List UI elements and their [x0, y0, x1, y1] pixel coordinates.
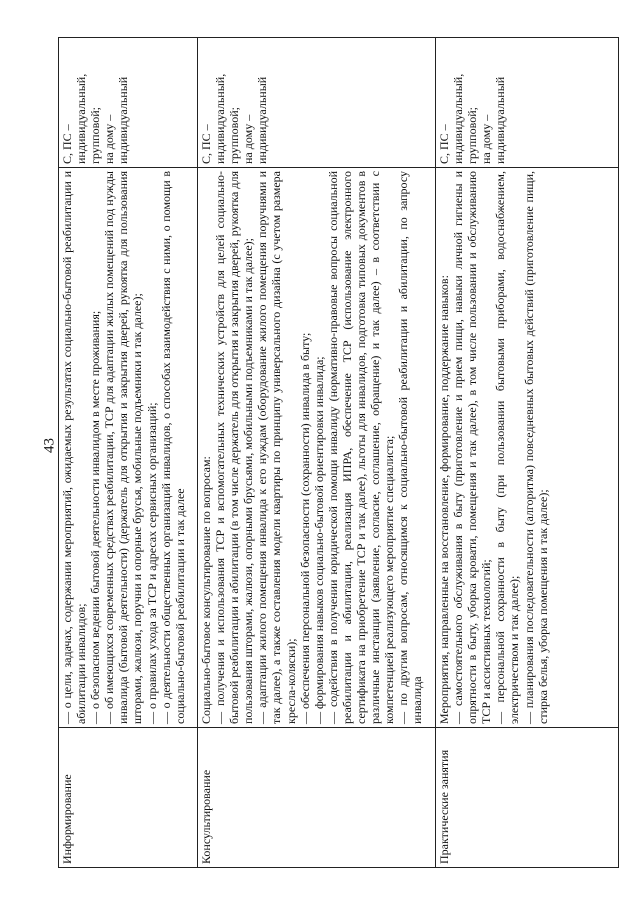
- form-line: на дому –: [479, 114, 494, 164]
- content-line: — обеспечения персональной безопасности (сохранности) инвалида в быту;: [297, 332, 312, 724]
- page-number: 43: [41, 438, 58, 453]
- content-line: — содействия в получении юридической помощи инвалиду (нормативно-правовые вопросы социальной реабилитации и абилитации, реализация ИПРА, обеспечение ТСР (использование электронного сертификата на приобретение ТСР и так далее), льготы для инвалидов, подготовка типовых документов в различные инстанции (заявление, согласие, соглашение, обращение) и так далее) – в соответствии с компетенцией реализующего мероприятие специалиста;: [325, 171, 397, 724]
- form-line: С, ПС –: [60, 124, 74, 164]
- content-line: — получения и использования ТСР и вспомогательных технических устройств для целей социально-бытовой реабилитации и абилитации (в том числе держатель для открытия и закрытия дверей, рукоятка для пользования шторами, жалюзи, опорными брусьями, мобильными подъемниками и так далее);: [213, 171, 256, 724]
- activity-name-cell: [198, 728, 436, 868]
- content-line: — об имеющихся современных средствах реабилитации, ТСР для адаптации жилых помещений под нужды инвалида (бытовой деятельности) (держатель для открытия и закрытия дверей, рукоятка для пользования шторами, жалюзи, поручни и опорные брусья, мобильные подъемники и так далее);: [102, 171, 145, 724]
- activity-name: Информирование: [60, 774, 74, 864]
- content-line: — формирования навыков социально-бытовой ориентировки инвалида;: [311, 356, 326, 724]
- form-line: индивидуальный: [255, 76, 270, 164]
- form-line: индивидуальный,: [213, 73, 228, 164]
- content-line: — о правилах ухода за ТСР и адресах сервисных организаций;: [144, 402, 159, 724]
- content-line: — о цели, задачах, содержании мероприятий, ожидаемых результатах социально-бытовой реабилитации и абилитации инвалидов;: [60, 171, 89, 724]
- rotated-sheet: [58, 38, 618, 868]
- form-line: индивидуальный,: [74, 73, 89, 164]
- content-line: — адаптации жилого помещения инвалида к его нуждам (оборудование жилого помещения поручнями и так далее), а также составления модели квартиры по принципу универсального дизайна (с учетом размера кресла-коляски);: [255, 171, 298, 724]
- activity-content-cell: [198, 168, 436, 728]
- form-line: С, ПС –: [199, 124, 213, 164]
- activities-table: [58, 37, 619, 868]
- content-line: — по другим вопросам, относящимся к социально-бытовой реабилитации и абилитации, по запросу инвалида: [396, 171, 425, 724]
- activity-content-cell: [59, 168, 198, 728]
- form-line: групповой;: [227, 107, 242, 164]
- activity-name-cell: [59, 728, 198, 868]
- content-line: — самостоятельного обслуживания в быту (приготовление и прием пищи, навыки личной гигиены и опрятности в быту, уборка кровати, помещения и так далее), в том числе пользовании и обслуживанию ТСР и ассистивных технологий;: [451, 171, 494, 724]
- form-line: индивидуальный: [116, 76, 131, 164]
- content-line: — персональной сохранности в быту (при пользовании бытовыми приборами, водоснабжением, электричеством и так далее);: [493, 171, 522, 724]
- activity-form-cell: [198, 38, 436, 168]
- activity-name-cell: [436, 728, 619, 868]
- form-line: на дому –: [241, 114, 256, 164]
- table-row-informing: [59, 38, 198, 868]
- activity-content-cell: [436, 168, 619, 728]
- content-line: — о безопасном ведении бытовой деятельности инвалидом в месте проживания;: [88, 310, 103, 724]
- content-line: Мероприятия, направленные на восстановление, формирование, поддержание навыков:: [437, 275, 451, 724]
- activity-name: Консультирование: [199, 769, 213, 864]
- content-line: Социально-бытовое консультирование по вопросам:: [199, 456, 213, 724]
- content-line: — планирования последовательности (алгоритма) повседневных бытовых действий (приготовление пищи, стирка белья, уборка помещения и так далее);: [521, 171, 550, 724]
- activity-name: Практические занятия: [437, 749, 451, 864]
- table-row-practical: [436, 38, 619, 868]
- form-line: групповой;: [88, 107, 103, 164]
- form-line: на дому –: [102, 114, 117, 164]
- activity-form-cell: [59, 38, 198, 168]
- form-line: индивидуальный,: [451, 73, 466, 164]
- form-line: С, ПС –: [437, 124, 451, 164]
- table-row-consulting: [198, 38, 436, 868]
- content-line: — о деятельности общественных организаций инвалидов, о способах взаимодействия с ними, о помощи в социально-бытовой реабилитации и так далее: [158, 171, 187, 724]
- form-line: индивидуальный: [493, 76, 508, 164]
- form-line: групповой;: [465, 107, 480, 164]
- activity-form-cell: [436, 38, 619, 168]
